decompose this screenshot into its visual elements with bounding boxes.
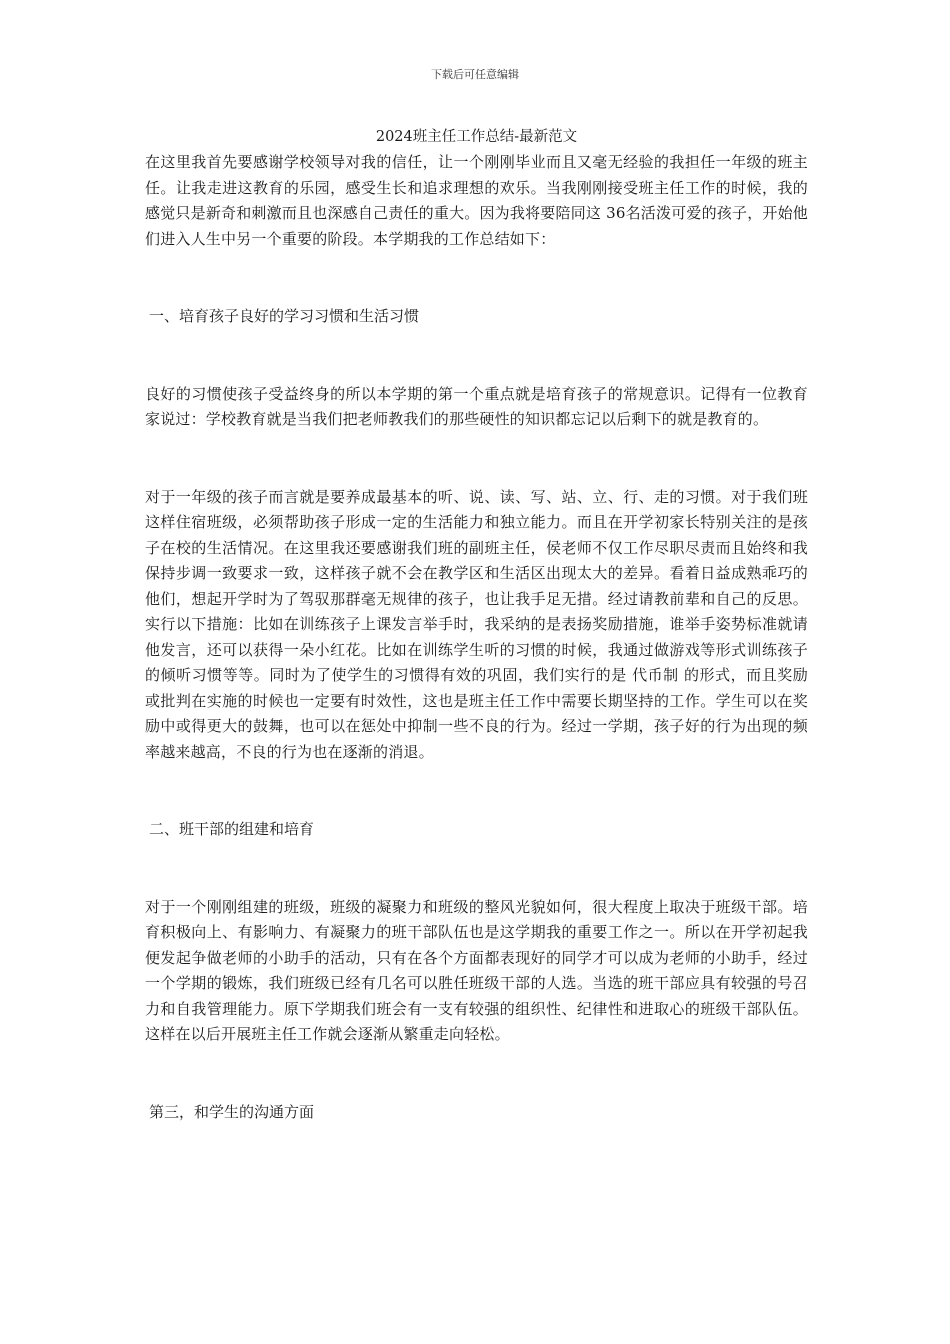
section-3-heading: 第三，和学生的沟通方面 — [149, 1102, 315, 1121]
spacer — [145, 1048, 808, 1100]
spacer — [145, 252, 808, 304]
section-1-paragraph-2: 对于一年级的孩子而言就是要养成最基本的听、说、读、写、站、立、行、走的习惯。对于我们班这样住宿班级，必须帮助孩子形成一定的生活能力和独立能力。而且在开学初家长特别关注的是孩子在校的生活情况。在这里我还要感谢我们班的副班主任，侯老师不仅工作尽职尽责而且始终和我保持步调一致要求一致，这样孩子就不会在教学区和生活区出现太大的差异。看着日益成熟乖巧的他们，想起开学时为了驾驭那群毫无规律的孩子，也让我手足无措。经过请教前辈和自己的反思。实行以下措施：比如在训练孩子上课发言举手时，我采纳的是表扬奖励措施，谁举手姿势标准就请他发言，还可以获得一朵小红花。比如在训练学生听的习惯的时候，我通过做游戏等形式训练孩子的倾听习惯等等。同时为了使学生的习惯得有效的巩固，我们实行的是 代币制 的形式，而且奖励或批判在实施的时候也一定要有时效性，这也是班主任工作中需要长期坚持的工作。学生可以在奖励中或得更大的鼓舞，也可以在惩处中抑制一些不良的行为。经过一学期，孩子好的行为出现的频率越来越高，不良的行为也在逐渐的消退。 — [145, 487, 808, 761]
spacer — [145, 765, 808, 817]
header-note: 下载后可任意编辑 — [431, 68, 519, 81]
section-1-heading: 一、培育孩子良好的学习习惯和生活习惯 — [149, 307, 420, 325]
spacer — [145, 843, 808, 895]
section-2-heading: 二、班干部的组建和培育 — [149, 820, 315, 838]
spacer — [145, 433, 808, 485]
section-2-paragraph-1: 对于一个刚刚组建的班级，班级的凝聚力和班级的整风光貌如何，很大程度上取决于班级干部。培育积极向上、有影响力、有凝聚力的班干部队伍也是这学期我的重要工作之一。所以在开学初起我便发起争做老师的小助手的活动，只有在各个方面都表现好的同学才可以成为老师的小助手，经过一个学期的锻炼，我们班级已经有几名可以胜任班级干部的人选。当选的班干部应具有较强的号召力和自我管理能力。原下学期我们班会有一支有较强的组织性、纪律性和进取心的班级干部队伍。这样在以后开展班主任工作就会逐渐从繁重走向轻松。 — [145, 897, 808, 1043]
document-body — [145, 124, 808, 1125]
section-1-paragraph-1: 良好的习惯使孩子受益终身的所以本学期的第一个重点就是培育孩子的常规意识。记得有一位教育家说过：学校教育就是当我们把老师教我们的那些硬性的知识都忘记以后剩下的就是教育的。 — [145, 384, 808, 428]
spacer — [145, 330, 808, 382]
document-title: 2024班主任工作总结-最新范文 — [375, 129, 578, 145]
intro-paragraph: 在这里我首先要感谢学校领导对我的信任，让一个刚刚毕业而且又毫无经验的我担任一年级的班主任。让我走进这教育的乐园，感受生长和追求理想的欢乐。当我刚刚接受班主任工作的时候，我的感觉只是新奇和刺激而且也深感自己责任的重大。因为我将要陪同这 36名活泼可爱的孩子，开始他们进入人生中另一个重要的阶段。本学期我的工作总结如下： — [145, 153, 808, 248]
